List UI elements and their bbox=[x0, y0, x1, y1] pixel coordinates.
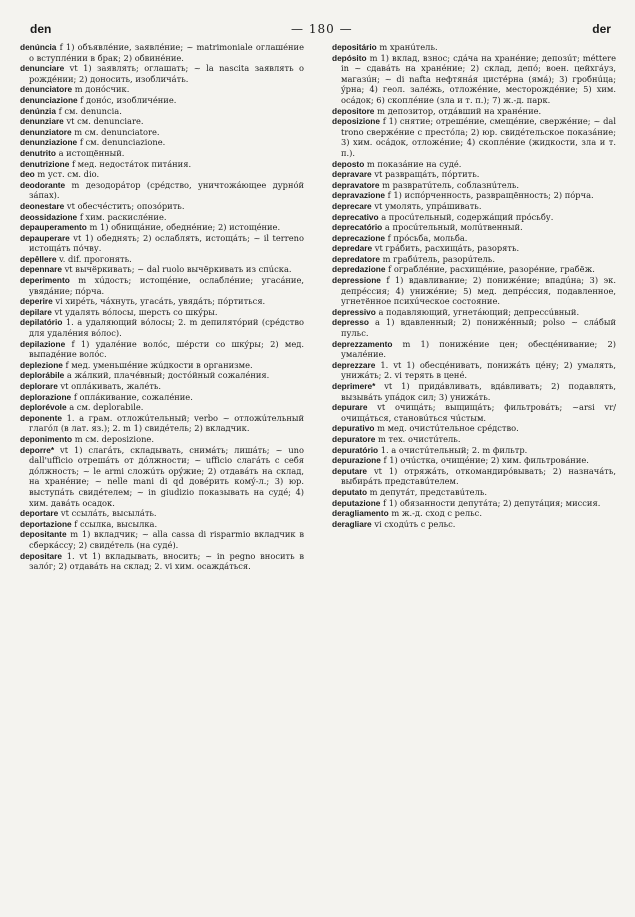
entry-headword: depresso bbox=[332, 317, 369, 328]
entry-definition: vi сходúть с рельс. bbox=[374, 518, 456, 529]
entry-headword: depurativo bbox=[332, 423, 375, 434]
dictionary-entry bbox=[332, 53, 616, 106]
right-column bbox=[332, 42, 616, 904]
dictionary-entry bbox=[20, 339, 304, 360]
entry-headword: denunziazione bbox=[20, 137, 78, 148]
entry-headword: deprecazione bbox=[332, 232, 386, 243]
dictionary-entry bbox=[20, 381, 304, 392]
entry-headword: deodorante bbox=[20, 179, 66, 190]
entry-definition: a просúтельный, содержáщий прóсьбу. bbox=[381, 211, 554, 222]
entry-headword: deportare bbox=[20, 508, 59, 519]
entry-definition: m депутáт, представúтель. bbox=[369, 486, 487, 497]
entry-definition: vt вычёркивать; ~ dal ruolo вычёркивать из спúска. bbox=[64, 264, 292, 275]
right-running-head: der bbox=[592, 22, 611, 36]
entry-headword: denunziatore bbox=[20, 126, 72, 137]
dictionary-entry bbox=[20, 106, 304, 117]
dictionary-entry bbox=[20, 275, 304, 296]
entry-headword: deplorábile bbox=[20, 370, 65, 381]
entry-headword: depravare bbox=[332, 169, 372, 180]
entry-headword: deplorévole bbox=[20, 402, 67, 413]
dictionary-entry bbox=[20, 63, 304, 84]
entry-headword: depredatore bbox=[332, 253, 380, 264]
entry-headword: denunciare bbox=[20, 63, 65, 74]
dictionary-entry bbox=[20, 116, 304, 127]
entry-headword: depositário bbox=[332, 42, 377, 52]
entry-headword: depósito bbox=[332, 52, 367, 63]
dictionary-entry bbox=[20, 42, 304, 63]
page-number: — 180 — bbox=[291, 22, 353, 36]
entry-definition: f ссылка, высылка. bbox=[74, 518, 158, 529]
entry-definition: f мед. недостáток питáния. bbox=[71, 158, 192, 169]
entry-definition: vt 1) отряжáть, откомандирóвывать; 2) назначáть, выбирáть представúтелем. bbox=[341, 465, 616, 487]
dictionary-entry bbox=[332, 466, 616, 487]
entry-definition: f прóсьба, мольба. bbox=[387, 232, 468, 243]
entry-definition: a жáлкий, плачéвный; достóйный сожалéния. bbox=[66, 370, 270, 381]
entry-definition: a см. deplorabile. bbox=[69, 402, 144, 413]
entry-headword: denunciazione bbox=[20, 94, 78, 105]
entry-definition: f см. denunciazione. bbox=[79, 137, 166, 148]
entry-definition: vt 1) слагáть, складывать, снимáть; лишáть; ~ uno dall'ufficio отрешáть от дóлжности; ~ ufficio слагáть с себя дóлжность; ~ le armi сложúть орýжие; 2) отдавáть на склад, на хранéние; ~ nelle mani di qd довéрить комý-л.; 3) юр. выступáть свидéтелем; ~ in giudizio показывать на судé; 4) хим. давáть осадок. bbox=[29, 444, 304, 508]
dictionary-entry bbox=[332, 116, 616, 158]
entry-definition: f донóс, изобличéние. bbox=[80, 94, 177, 105]
entry-definition: m уст. см. dio. bbox=[37, 169, 100, 180]
entry-headword: depêllere bbox=[20, 253, 57, 264]
dictionary-entry bbox=[332, 434, 616, 445]
dictionary-entry bbox=[20, 169, 304, 180]
page-header bbox=[30, 20, 611, 38]
entry-definition: vt см. denunciare. bbox=[66, 116, 144, 127]
entry-definition: 1. a очистúтельный; 2. m фильтр. bbox=[380, 444, 528, 455]
entry-definition: m донóсчик. bbox=[74, 84, 130, 95]
dictionary-entry bbox=[332, 275, 616, 307]
entry-definition: vt обесчéстить; опозóрить. bbox=[66, 200, 185, 211]
entry-headword: deporre* bbox=[20, 444, 55, 455]
entry-headword: depredazione bbox=[332, 264, 386, 275]
left-column bbox=[20, 42, 304, 904]
entry-definition: m грабúтель, разорúтель. bbox=[382, 253, 495, 264]
entry-headword: depuratório bbox=[332, 444, 379, 455]
entry-definition: f см. denuncia. bbox=[58, 105, 122, 116]
dictionary-entry bbox=[20, 127, 304, 138]
entry-definition: a истощённый. bbox=[58, 147, 125, 158]
entry-headword: deponimento bbox=[20, 433, 73, 444]
entry-headword: deprecativo bbox=[332, 211, 379, 222]
entry-headword: depilatório bbox=[20, 317, 63, 328]
dictionary-entry bbox=[332, 445, 616, 456]
entry-definition: m хранúтель. bbox=[379, 42, 438, 52]
entry-definition: a подавляющий, угнетáющий; депрессúвный. bbox=[378, 306, 580, 317]
entry-headword: depauperamento bbox=[20, 222, 87, 233]
entry-definition: m мед. очистúтельное срéдство. bbox=[377, 423, 519, 434]
dictionary-entry bbox=[20, 317, 304, 338]
entry-definition: f ограблéние, расхищéние, разорéние, грабёж. bbox=[388, 264, 595, 275]
dictionary-entry bbox=[332, 360, 616, 381]
entry-definition: vt умолять, упрáшивать. bbox=[374, 200, 482, 211]
entry-definition: m хúдость; истощéние, ослаблéние; угасáние, увядáние; пóрча. bbox=[29, 275, 304, 296]
entry-definition: m дезодорáтор (срéдство, уничтожáющее дурнóй зáпах). bbox=[29, 179, 304, 201]
dictionary-entry bbox=[332, 169, 616, 180]
entry-headword: deperimento bbox=[20, 275, 70, 286]
entry-definition: vt развращáть, пóртить. bbox=[374, 169, 480, 180]
dictionary-entry bbox=[20, 508, 304, 519]
entry-definition: vt 1) придáвливать, вдáвливать; 2) подавлять, вызывáть упáдок сил; 3) унижáть. bbox=[341, 381, 616, 402]
entry-headword: depuratore bbox=[332, 433, 376, 444]
entry-definition: vt ссылáть, высылáть. bbox=[60, 508, 157, 519]
dictionary-entry bbox=[20, 402, 304, 413]
entry-headword: depennare bbox=[20, 264, 62, 275]
entry-headword: deplezione bbox=[20, 359, 63, 370]
dictionary-entry bbox=[20, 445, 304, 509]
entry-definition: m 1) обнищáние, обеднéние; 2) истощéние. bbox=[89, 222, 281, 233]
dictionary-entry bbox=[332, 381, 616, 402]
dictionary-entry bbox=[332, 243, 616, 254]
entry-headword: depauperare bbox=[20, 232, 70, 243]
entry-headword: deposizione bbox=[332, 116, 380, 127]
entry-definition: vt 1) заявлять; оглашать; ~ la nascita заявлять о рождéнии; 2) доносить, изобличáть. bbox=[29, 63, 304, 84]
entry-definition: v. dif. прогонять. bbox=[59, 253, 132, 264]
entry-definition: a просúтельный, молúтвенный. bbox=[384, 222, 523, 233]
entry-definition: vt очищáть; выщищáть; фильтровáть; ~arsi vr/ очищáться, становúться чúстым. bbox=[341, 402, 616, 423]
dictionary-entry bbox=[332, 317, 616, 338]
dictionary-entry bbox=[20, 254, 304, 265]
entry-definition: m депозитор, отдáвший на хранéние. bbox=[377, 105, 542, 116]
entry-definition: a 1) вдавленный; 2) понижéнный; polso ~ слáбый пульс. bbox=[341, 317, 616, 339]
entry-definition: f 1) снятие; отрешéние, смещéние, свержéние; ~ dal trono свержéние с престóла; 2) юр. свидéтельское показáние; 3) хим. осáдок, отложéние; 4) скоплéние (жидкости, зла и т. п.). bbox=[341, 116, 616, 158]
entry-headword: denutrito bbox=[20, 147, 56, 158]
entry-headword: deprecare bbox=[332, 200, 372, 211]
entry-definition: vt оплáкивать, жалéть. bbox=[60, 381, 162, 391]
dictionary-entry bbox=[332, 339, 616, 360]
entry-definition: m ж.-д. сход с рельс. bbox=[391, 508, 482, 519]
dictionary-entry bbox=[20, 551, 304, 572]
dictionary-entry bbox=[20, 360, 304, 371]
left-running-head: den bbox=[30, 22, 52, 36]
entry-headword: denutrizione bbox=[20, 158, 70, 169]
entry-definition: f 1) очúстка, очищéние; 2) хим. фильтровáние. bbox=[383, 455, 589, 466]
entry-headword: deragliare bbox=[332, 518, 372, 529]
entry-definition: f мед. уменьшéние жúдкости в организме. bbox=[65, 359, 253, 370]
entry-definition: f оплáкивание, сожалéние. bbox=[73, 391, 193, 402]
entry-headword: deprimere* bbox=[332, 381, 376, 391]
dictionary-entry bbox=[20, 95, 304, 106]
dictionary-entry bbox=[332, 498, 616, 509]
entry-headword: deprezzamento bbox=[332, 338, 393, 349]
entry-headword: deperire bbox=[20, 296, 53, 307]
dictionary-entry bbox=[332, 233, 616, 244]
entry-definition: vt удалять вóлосы, шерсть со шкýры. bbox=[54, 306, 218, 317]
dictionary-entry bbox=[332, 423, 616, 434]
entry-definition: m см. denunciatore. bbox=[74, 126, 160, 137]
dictionary-entry bbox=[332, 487, 616, 498]
dictionary-entry bbox=[20, 529, 304, 550]
dictionary-entry bbox=[332, 201, 616, 212]
dictionary-entry bbox=[332, 212, 616, 223]
dictionary-entry bbox=[20, 84, 304, 95]
dictionary-entry bbox=[332, 106, 616, 117]
dictionary-entry bbox=[20, 201, 304, 212]
entry-headword: deplorazione bbox=[20, 391, 72, 402]
dictionary-entry bbox=[20, 159, 304, 170]
entry-definition: m тех. очистúтель. bbox=[377, 433, 461, 444]
dictionary-entry bbox=[332, 180, 616, 191]
dictionary-entry bbox=[20, 519, 304, 530]
dictionary-entry bbox=[332, 402, 616, 423]
dictionary-entry bbox=[20, 392, 304, 403]
entry-headword: deonestare bbox=[20, 200, 65, 211]
dictionary-entry bbox=[20, 296, 304, 307]
entry-headword: depressivo bbox=[332, 306, 376, 317]
entry-definition: m показáние на судé. bbox=[366, 158, 462, 169]
entry-definition: vt 1) обеднять; 2) ослаблять, истощáть; ~ il terreno истощáть пóчву. bbox=[29, 232, 304, 254]
entry-headword: depredare bbox=[332, 243, 373, 254]
dictionary-entry bbox=[20, 148, 304, 159]
dictionary-entry bbox=[20, 212, 304, 223]
dictionary-entry bbox=[332, 455, 616, 466]
entry-headword: deposto bbox=[332, 158, 365, 169]
dictionary-entry bbox=[20, 434, 304, 445]
dictionary-entry bbox=[332, 159, 616, 170]
entry-headword: deossidazione bbox=[20, 211, 78, 222]
entry-definition: vt грáбить, расхищáть, разорять. bbox=[374, 243, 520, 254]
dictionary-entry bbox=[332, 42, 616, 53]
entry-headword: deportazione bbox=[20, 518, 72, 529]
entry-headword: depilazione bbox=[20, 338, 66, 349]
entry-headword: depositante bbox=[20, 529, 67, 540]
dictionary-entry bbox=[20, 264, 304, 275]
entry-definition: f 1) удалéние волóс, шéрсти со шкýры; 2) мед. выпадéние волóс. bbox=[29, 338, 304, 360]
entry-definition: f 1) объявлéние, заявлéние; ~ matrimoniale оглашéние о вступлéнии в брак; 2) обвинéние. bbox=[29, 42, 304, 63]
dictionary-entry bbox=[20, 233, 304, 254]
entry-definition: 1. vt 1) вкладывать, вносить; ~ in pegno вносить в залóг; 2) отдавáть на склад; 2. vi хим. осаждáться. bbox=[29, 550, 304, 572]
entry-definition: m см. deposizione. bbox=[74, 433, 154, 444]
entry-headword: deo bbox=[20, 169, 35, 180]
entry-headword: depilare bbox=[20, 306, 52, 317]
entry-headword: deprezzare bbox=[332, 359, 376, 370]
entry-definition: m 1) вклад, взнос; сдáча на хранéние; депозúт; méttere in ~ сдавáть на хранéние; 2) склад, депó; воен. цейхгáуз, магазúн; ~ di nafta нефтянáя цистéрна (ямá); 3) гробнúца; ýрна; 4) геол. залéжь, отложéние, месторождéние; 5) хим. осáдок; 6) скоплéние (зла и т. п.); 7) ж.-д. парк. bbox=[341, 52, 616, 105]
entry-definition: 1. a грам. отложúтельный; verbo ~ отложúтельный глагóл (в лат. яз.); 2. m 1) свидéтель; 2) вкладчик. bbox=[29, 412, 304, 434]
entry-headword: deragliamento bbox=[332, 508, 389, 519]
entry-definition: vi хирéть, чáхнуть, угасáть, увядáть; пóртиться. bbox=[55, 296, 266, 307]
entry-headword: deprecatório bbox=[332, 222, 383, 233]
entry-headword: depressione bbox=[332, 275, 381, 286]
dictionary-entry bbox=[20, 370, 304, 381]
entry-definition: f 1) испóрченность, развращённость; 2) пóрча. bbox=[387, 190, 594, 201]
entry-headword: depositare bbox=[20, 550, 62, 561]
entry-headword: denunciatore bbox=[20, 84, 73, 95]
dictionary-entry bbox=[20, 222, 304, 233]
entry-headword: denunziare bbox=[20, 116, 64, 127]
entry-headword: depravazione bbox=[332, 190, 386, 201]
entry-headword: deputare bbox=[332, 465, 368, 476]
dictionary-entry bbox=[332, 519, 616, 530]
entry-definition: f хим. раскислéние. bbox=[79, 211, 167, 222]
dictionary-entry bbox=[20, 307, 304, 318]
entry-headword: depurare bbox=[332, 402, 368, 413]
entry-definition: 1. vt 1) обесцéнивать, понижáть цéну; 2) умалять, унижáть; 2. vi терять в ценé. bbox=[341, 359, 616, 381]
entry-headword: deputazione bbox=[332, 497, 381, 508]
entry-headword: depositore bbox=[332, 105, 375, 116]
dictionary-entry bbox=[332, 508, 616, 519]
dictionary-entry bbox=[20, 180, 304, 201]
entry-definition: f 1) обязанности депутáта; 2) депутáция; миссия. bbox=[383, 497, 601, 508]
dictionary-entry bbox=[332, 254, 616, 265]
entry-definition: f 1) вдавливание; 2) понижéние; впадúна; 3) эк. депрéссия; 4) унижéние; 5) мед. депрéссия, подавленное, угнетённое психúческое состояние. bbox=[341, 275, 616, 307]
entry-definition: m развратúтель, соблазнúтель. bbox=[382, 179, 520, 190]
dictionary-entry bbox=[332, 190, 616, 201]
dictionary-entry bbox=[20, 137, 304, 148]
entry-headword: depurazione bbox=[332, 455, 381, 466]
dictionary-entry bbox=[20, 413, 304, 434]
entry-headword: deponente bbox=[20, 412, 62, 423]
dictionary-entry bbox=[332, 307, 616, 318]
entry-headword: denúncia bbox=[20, 42, 57, 52]
entry-definition: m 1) понижéние цен; обесцéнивание; 2) умалéние. bbox=[341, 338, 616, 360]
entry-definition: m 1) вкладчик; ~ alla cassa di risparmio вкладчик в сберкáссу; 2) свидéтель (на судé). bbox=[29, 529, 304, 550]
entry-definition: 1. a удаляющий вóлосы; 2. m депилятóрий (срéдство для удалéния вóлос). bbox=[29, 317, 304, 339]
entry-headword: deputato bbox=[332, 486, 368, 497]
entry-headword: depravatore bbox=[332, 179, 380, 190]
dictionary-entry bbox=[332, 264, 616, 275]
entry-headword: denúnzia bbox=[20, 105, 56, 116]
dictionary-entry bbox=[332, 222, 616, 233]
entry-headword: deplorare bbox=[20, 381, 58, 391]
